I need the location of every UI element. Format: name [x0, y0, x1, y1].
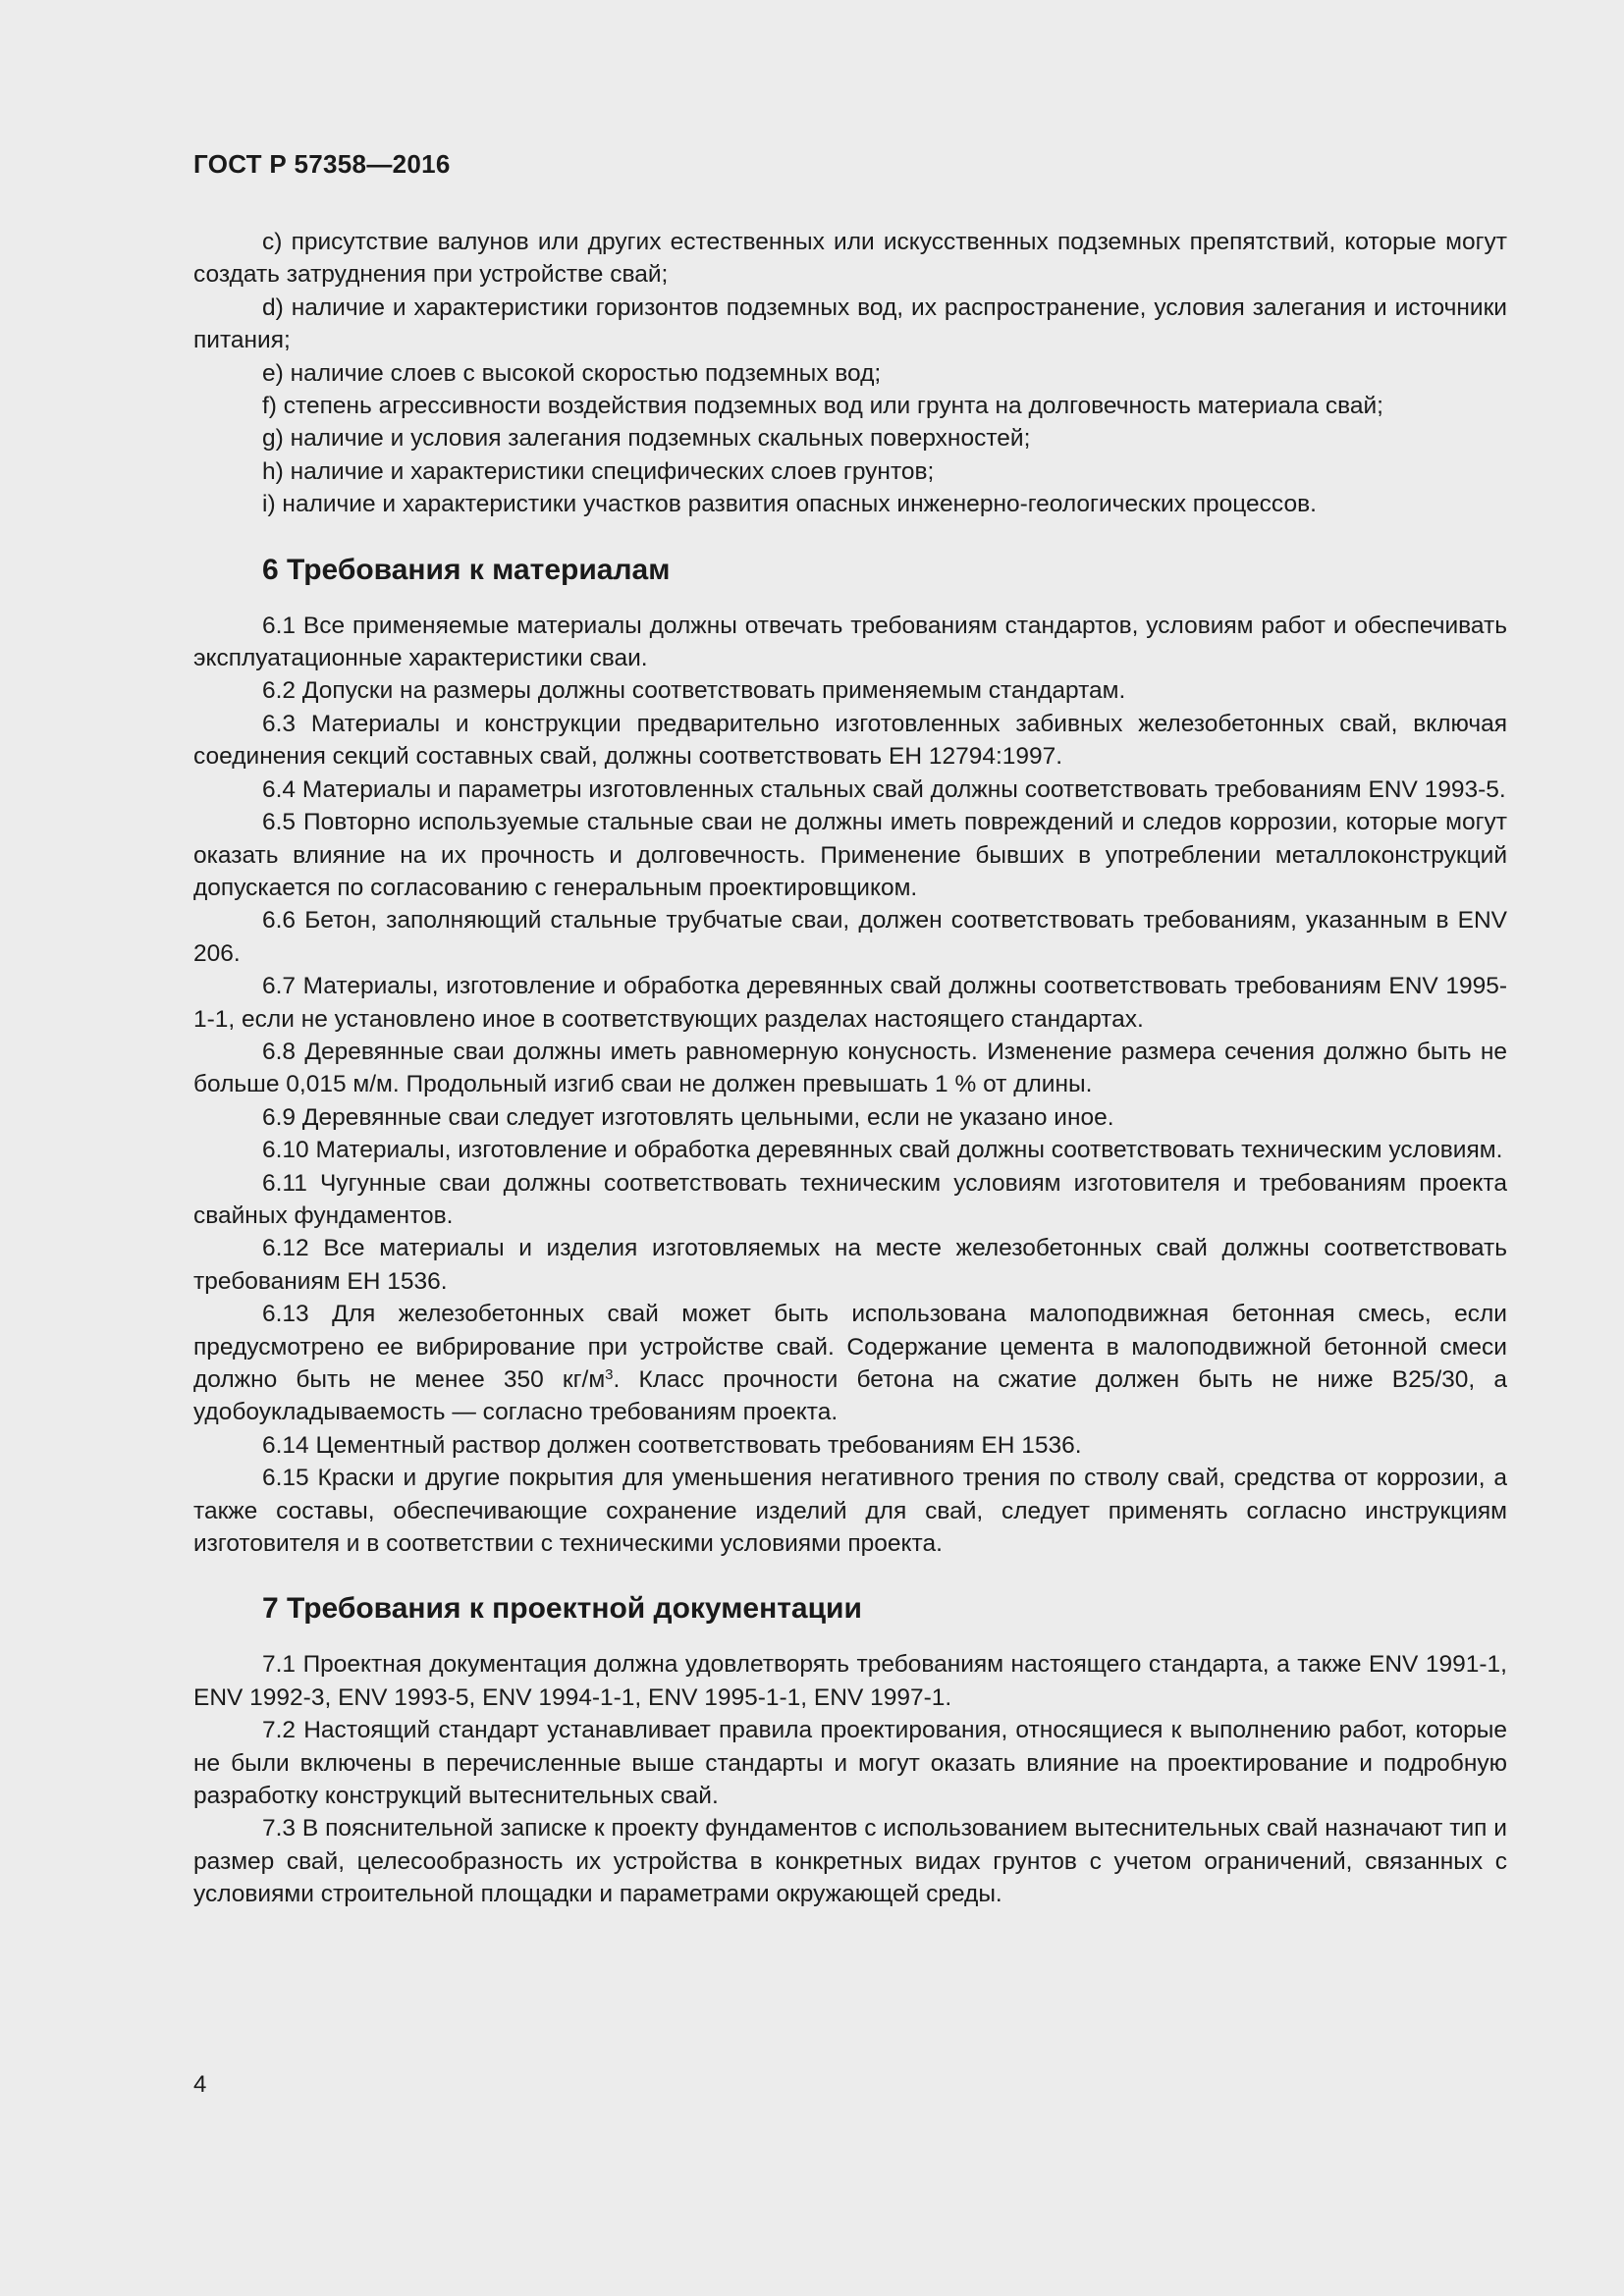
document-body: [193, 226, 1507, 1911]
paragraph: 7.3 В пояснительной записке к проекту фундаментов с использованием вытеснительных свай назначают тип и размер свай, целесообразность их устройства в конкретных видах грунтов с учетом ограничений, связанных с условиями строительной площадки и параметрами окружающей среды.: [193, 1815, 1507, 1908]
paragraph: 6.9 Деревянные сваи следует изготовлять цельными, если не указано иное.: [262, 1103, 1114, 1131]
list-item: h) наличие и характеристики специфических слоев грунтов;: [262, 457, 935, 485]
paragraph-6-13-text: 6.13 Для железобетонных свай может быть использована малоподвижная бетонная смесь, если предусмотрено ее вибрирование при устройстве свай. Содержание цемента в малоподвижной бетонной смеси должно быть не менее 350 кг/м: [193, 1301, 1507, 1393]
paragraph: 6.8 Деревянные сваи должны иметь равномерную конусность. Изменение размера сечения должно быть не больше 0,015 м/м. Продольный изгиб сваи не должен превышать 1 % от длины.: [193, 1038, 1507, 1098]
paragraph: 6.15 Краски и другие покрытия для уменьшения негативного трения по стволу свай, средства от коррозии, а также составы, обеспечивающие сохранение изделий для свай, следует применять согласно инструкциям изготовителя и в соответствии с техническими условиями проекта.: [193, 1465, 1507, 1558]
superscript: 3: [605, 1366, 614, 1383]
paragraph: 6.3 Материалы и конструкции предварительно изготовленных забивных железобетонных свай, включая соединения секций составных свай, должны соответствовать ЕН 12794:1997.: [193, 710, 1507, 771]
list-item: e) наличие слоев с высокой скоростью подземных вод;: [262, 359, 882, 387]
paragraph: 6.12 Все материалы и изделия изготовляемых на месте железобетонных свай должны соответствовать требованиям ЕН 1536.: [193, 1235, 1507, 1295]
paragraph: 6.5 Повторно используемые стальные сваи не должны иметь повреждений и следов коррозии, которые могут оказать влияние на их прочность и долговечность. Применение бывших в употреблении металлоконструкций допускается по согласованию с генеральным проектировщиком.: [193, 809, 1507, 901]
page-number: 4: [193, 2071, 207, 2098]
paragraph: 6.10 Материалы, изготовление и обработка деревянных свай должны соответствовать техническим условиям.: [262, 1137, 1503, 1164]
paragraph: 6.7 Материалы, изготовление и обработка деревянных свай должны соответствовать требованиям ENV 1995-1-1, если не установлено иное в соответствующих разделах настоящего стандартах.: [193, 973, 1507, 1033]
paragraph: 6.4 Материалы и параметры изготовленных стальных свай должны соответствовать требованиям ENV 1993-5.: [262, 775, 1506, 803]
section-6-heading: 6 Требования к материалам: [262, 553, 671, 586]
document-header: ГОСТ Р 57358—2016: [193, 149, 451, 179]
section-7-heading: 7 Требования к проектной документации: [262, 1592, 862, 1626]
paragraph: 7.2 Настоящий стандарт устанавливает правила проектирования, относящиеся к выполнению работ, которые не были включены в перечисленные выше стандарты и могут оказать влияние на проектирование и подробную разработку конструкций вытеснительных свай.: [193, 1717, 1507, 1810]
list-item: f) степень агрессивности воздействия подземных вод или грунта на долговечность материала свай;: [262, 393, 1383, 420]
paragraph: 6.6 Бетон, заполняющий стальные трубчатые сваи, должен соответствовать требованиям, указанным в ENV 206.: [193, 907, 1507, 967]
list-item: d) наличие и характеристики горизонтов подземных вод, их распространение, условия залегания и источники питания;: [193, 294, 1507, 354]
paragraph-6-13-text-cont: . Класс прочности бетона на сжатие должен быть не ниже В25/30, а удобоукладываемость — согласно требованиям проекта.: [193, 1366, 1507, 1426]
paragraph: 6.11 Чугунные сваи должны соответствовать техническим условиям изготовителя и требованиям проекта свайных фундаментов.: [193, 1169, 1507, 1229]
paragraph-6-13: [193, 1298, 1507, 1429]
list-item: g) наличие и условия залегания подземных скальных поверхностей;: [262, 425, 1031, 453]
list-item: c) присутствие валунов или других естественных или искусственных подземных препятствий, которые могут создать затруднения при устройстве свай;: [193, 229, 1507, 289]
list-item: i) наличие и характеристики участков развития опасных инженерно-геологических процессов.: [262, 491, 1317, 518]
paragraph: 6.1 Все применяемые материалы должны отвечать требованиям стандартов, условиям работ и обеспечивать эксплуатационные характеристики сваи.: [193, 612, 1507, 672]
paragraph: 6.14 Цементный раствор должен соответствовать требованиям ЕН 1536.: [262, 1431, 1082, 1459]
paragraph: 6.2 Допуски на размеры должны соответствовать применяемым стандартам.: [262, 677, 1126, 705]
paragraph: 7.1 Проектная документация должна удовлетворять требованиям настоящего стандарта, а также ENV 1991-1, ENV 1992-3, ENV 1993-5, ENV 1994-1-1, ENV 1995-1-1, ENV 1997-1.: [193, 1651, 1507, 1711]
